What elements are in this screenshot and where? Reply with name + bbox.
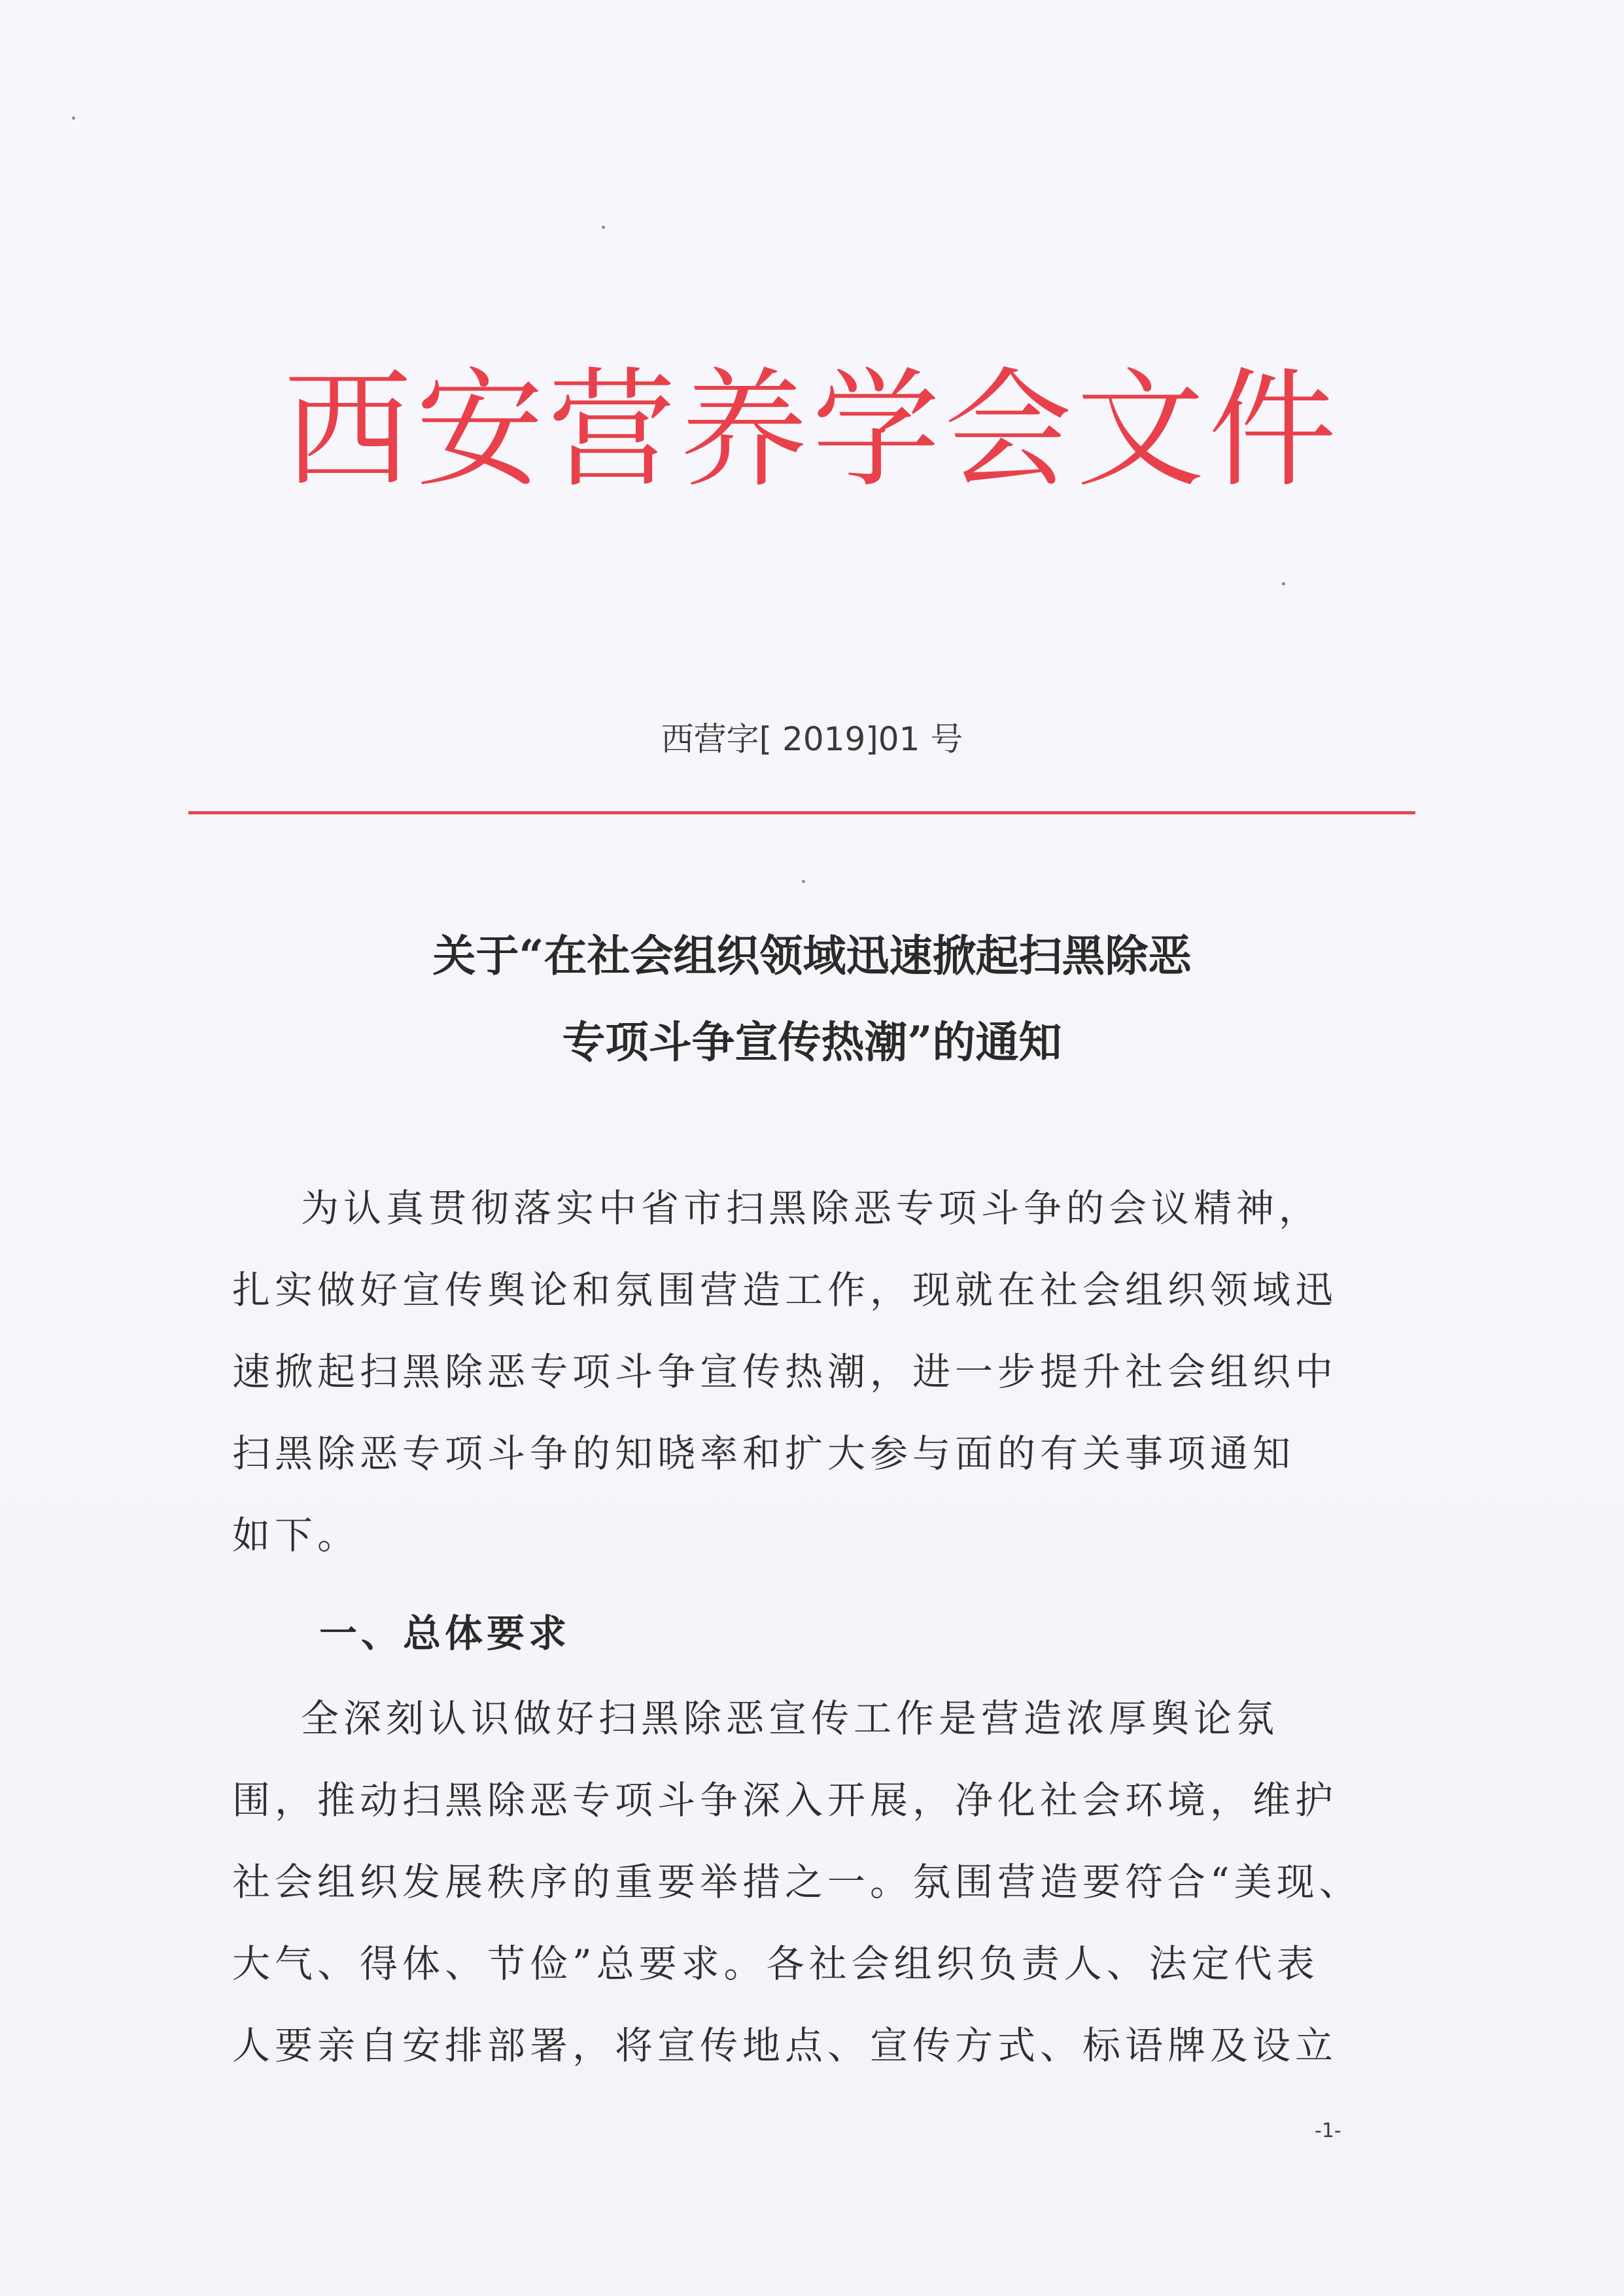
scan-speck <box>72 116 75 120</box>
document-number: 西营字[ 2019]01 号 <box>661 720 963 758</box>
paragraph-2-line-1: 全深刻认识做好扫黑除恶宣传工作是营造浓厚舆论氛 <box>301 1696 1279 1741</box>
page-number: -1- <box>1315 2119 1341 2142</box>
paragraph-1-line-5: 如下。 <box>232 1513 360 1557</box>
notice-title-line-2: 专项斗争宣传热潮”的通知 <box>562 1017 1062 1068</box>
scan-speck <box>1282 582 1285 585</box>
paragraph-1-line-2: 扎实做好宣传舆论和氛围营造工作，现就在社会组织领域迅 <box>232 1268 1338 1312</box>
paragraph-2-line-5: 人要亲自安排部署，将宣传地点、宣传方式、标语牌及设立 <box>232 2023 1338 2068</box>
paragraph-2-line-2: 围，推动扫黑除恶专项斗争深入开展，净化社会环境，维护 <box>232 1778 1338 1822</box>
section-1-heading: 一、总体要求 <box>319 1611 571 1656</box>
paragraph-1-line-1: 为认真贯彻落实中省市扫黑除恶专项斗争的会议精神， <box>301 1186 1322 1230</box>
paragraph-1-line-3: 速掀起扫黑除恶专项斗争宣传热潮，进一步提升社会组织中 <box>232 1349 1338 1394</box>
document-header-title: 西安营养学会文件 <box>283 356 1341 505</box>
paragraph-2-line-4: 大气、得体、节俭”总要求。各社会组织负责人、法定代表 <box>232 1941 1319 1986</box>
scan-speck <box>802 880 805 883</box>
paragraph-2-line-3: 社会组织发展秩序的重要举措之一。氛围营造要符合“美现、 <box>232 1860 1362 1904</box>
scan-speck <box>602 226 605 229</box>
red-divider-line <box>188 811 1415 814</box>
paragraph-1-line-4: 扫黑除恶专项斗争的知晓率和扩大参与面的有关事项通知 <box>232 1431 1296 1476</box>
notice-title-line-1: 关于“在社会组织领域迅速掀起扫黑除恶 <box>432 930 1192 981</box>
